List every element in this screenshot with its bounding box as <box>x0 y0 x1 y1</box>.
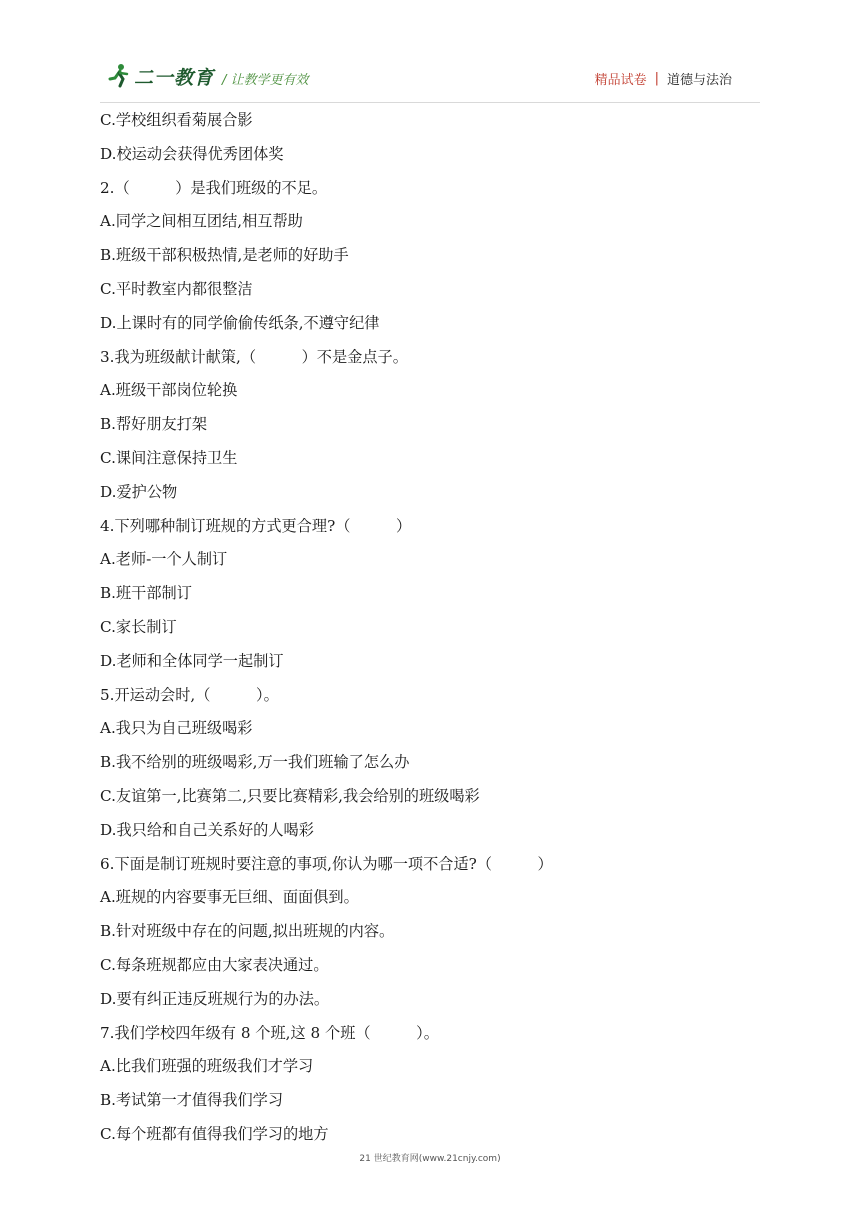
option-line: C.课间注意保持卫生 <box>100 448 238 467</box>
option-line: A.班级干部岗位轮换 <box>100 381 238 400</box>
slogan: / 让教学更有效 <box>222 73 309 88</box>
question-content <box>100 104 760 1152</box>
question-stem: 4.下列哪种制订班规的方式更合理?（ ） <box>100 516 412 535</box>
question-stem: 3.我为班级献计献策,（ ）不是金点子。 <box>100 347 408 366</box>
option-line: A.同学之间相互团结,相互帮助 <box>100 212 303 231</box>
brand-logo <box>106 62 214 90</box>
option-line: B.帮好朋友打架 <box>100 415 208 434</box>
option-line: B.班干部制订 <box>100 584 192 603</box>
option-line: A.班规的内容要事无巨细、面面俱到。 <box>100 888 359 907</box>
page-header <box>100 58 760 103</box>
option-line: A.我只为自己班级喝彩 <box>100 719 253 738</box>
option-line: C.每个班都有值得我们学习的地方 <box>100 1124 329 1143</box>
option-line: D.要有纠正违反班规行为的办法。 <box>100 989 330 1008</box>
option-line: A.比我们班强的班级我们才学习 <box>100 1057 314 1076</box>
header-divider: | <box>654 71 659 86</box>
option-line: C.平时教室内都很整洁 <box>100 279 253 298</box>
header-tags <box>595 69 732 88</box>
question-stem: 6.下面是制订班规时要注意的事项,你认为哪一项不合适?（ ） <box>100 854 553 873</box>
option-line: A.老师-一个人制订 <box>100 550 228 569</box>
option-line: D.上课时有的同学偷偷传纸条,不遵守纪律 <box>100 313 380 332</box>
page-footer: 21 世纪教育网(www.21cnjy.com) <box>359 1154 501 1164</box>
question-stem: 2.（ ）是我们班级的不足。 <box>100 178 328 197</box>
option-line: B.针对班级中存在的问题,拟出班规的内容。 <box>100 922 395 941</box>
option-line: D.老师和全体同学一起制订 <box>100 651 284 670</box>
running-figure-icon <box>106 63 132 89</box>
option-line: D.爱护公物 <box>100 482 178 501</box>
option-line: C.家长制订 <box>100 617 177 636</box>
logo-text: 二一教育 <box>134 66 215 89</box>
option-line: D.我只给和自己关系好的人喝彩 <box>100 820 314 839</box>
exam-tag: 精品试卷 <box>594 73 647 88</box>
option-line: B.班级干部积极热情,是老师的好助手 <box>100 246 349 265</box>
option-line: C.友谊第一,比赛第二,只要比赛精彩,我会给别的班级喝彩 <box>100 786 480 805</box>
text-line: D.校运动会获得优秀团体奖 <box>100 144 284 163</box>
subject-label: 道德与法治 <box>666 73 732 88</box>
option-line: C.每条班规都应由大家表决通过。 <box>100 955 329 974</box>
option-line: B.我不给别的班级喝彩,万一我们班输了怎么办 <box>100 753 410 772</box>
question-stem: 5.开运动会时,（ ）。 <box>100 685 279 704</box>
option-line: B.考试第一才值得我们学习 <box>100 1091 284 1110</box>
text-line: C.学校组织看菊展合影 <box>100 111 253 129</box>
question-stem: 7.我们学校四年级有 8 个班,这 8 个班（ ）。 <box>100 1023 439 1042</box>
